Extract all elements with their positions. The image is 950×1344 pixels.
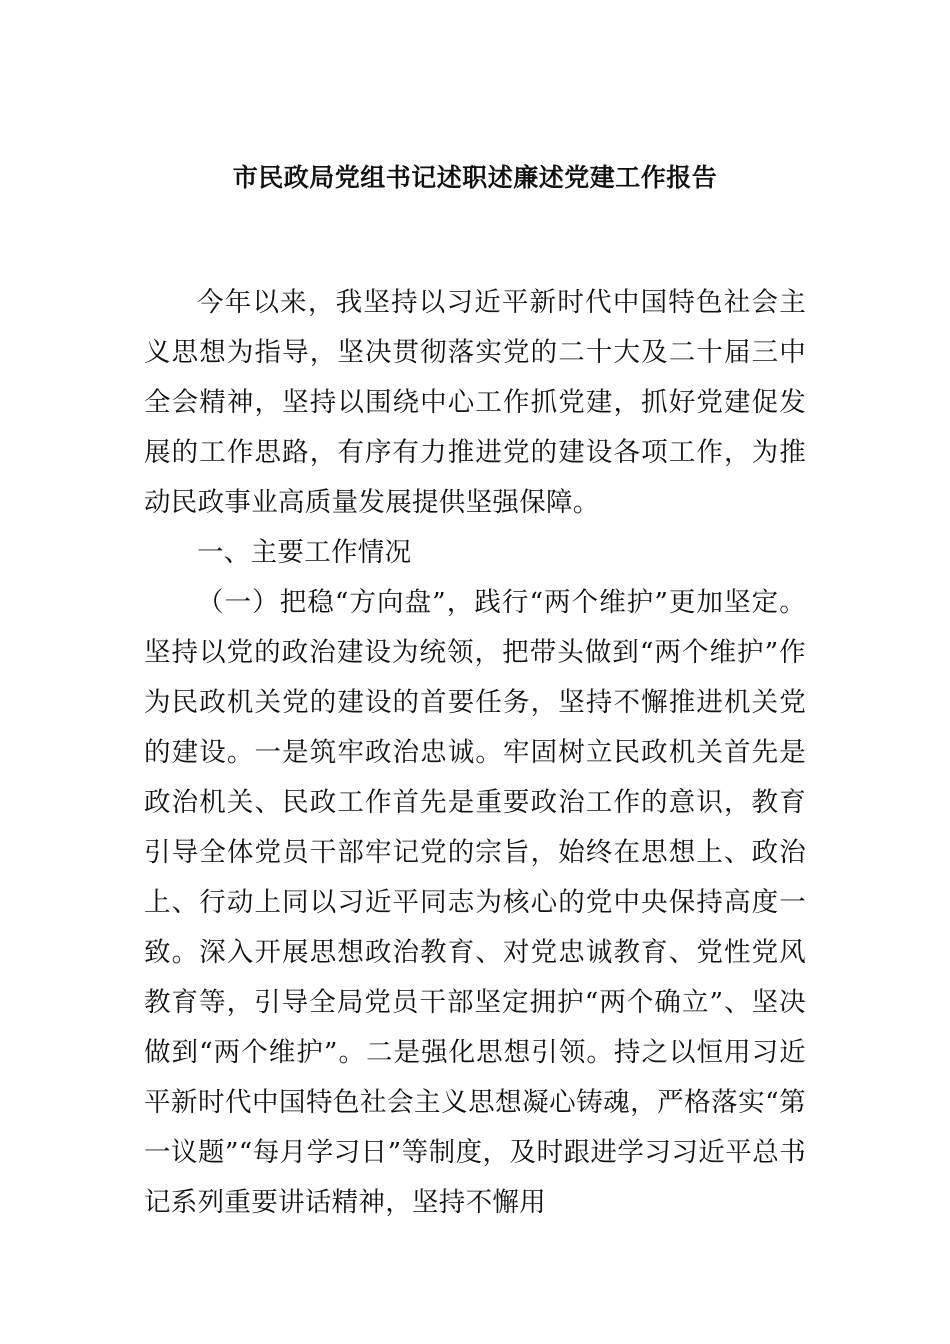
section-heading: 一、主要工作情况 xyxy=(197,537,412,568)
paragraph-intro: 今年以来，我坚持以习近平新时代中国特色社会主义思想为指导，坚决贯彻落实党的二十大及二十届三中全会精神，坚持以围绕中心工作抓党建，抓好党建促发展的工作思路，有序有力推进党的建设各项工作，为推动民政事业高质量发展提供坚强保障。 xyxy=(144,287,806,518)
paragraph-section-1: （一）把稳“方向盘”，践行“两个维护”更加坚定。坚持以党的政治建设为统领，把带头做到“两个维护”作为民政机关党的建设的首要任务，坚持不懈推进机关党的建设。一是筑牢政治忠诚。牢固树立民政机关首先是政治机关、民政工作首先是重要政治工作的意识，教育引导全体党员干部牢记党的宗旨，始终在思想上、政治上、行动上同以习近平同志为核心的党中央保持高度一致。深入开展思想政治教育、对党忠诚教育、党性党风教育等，引导全局党员干部坚定拥护“两个确立”、坚决做到“两个维护”。二是强化思想引领。持之以恒用习近平新时代中国特色社会主义思想凝心铸魂，严格落实“第一议题”“每月学习日”等制度，及时跟进学习习近平总书记系列重要讲话精神，坚持不懈用 xyxy=(144,587,806,1218)
document-body xyxy=(144,278,806,1228)
document-title: 市民政局党组书记述职述廉述党建工作报告 xyxy=(232,163,718,192)
